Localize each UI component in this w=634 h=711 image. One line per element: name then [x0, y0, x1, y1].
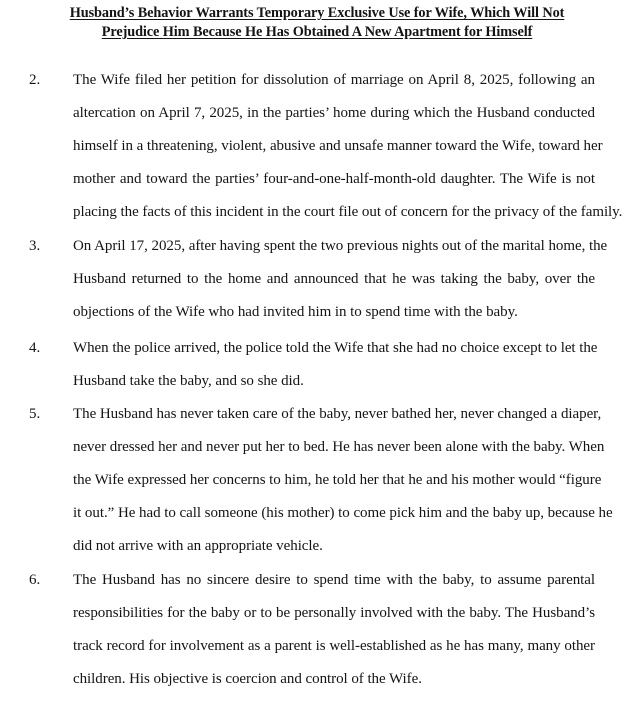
paragraph-line: On April 17, 2025, after having spent the two previous nights out of the marital home, the [73, 238, 608, 254]
paragraph-line: mother and toward the parties’ four-and-one-half-month-old daughter. The Wife is not [73, 171, 595, 187]
paragraph-line: When the police arrived, the police told the Wife that she had no choice except to let the [73, 340, 598, 356]
paragraph-line: the Wife expressed her concerns to him, he told her that he and his mother would “figure [73, 472, 602, 488]
paragraph-text [73, 64, 623, 229]
section-heading [20, 4, 614, 42]
paragraph-line: never dressed her and never put her to bed. He has never been alone with the baby. When [73, 439, 605, 455]
section-heading-line-1: Husband’s Behavior Warrants Temporary Exclusive Use for Wife, Which Will Not [69, 5, 565, 21]
paragraph-number: 5. [29, 406, 41, 422]
paragraph-line: responsibilities for the baby or to be personally involved with the baby. The Husband’s [73, 605, 595, 621]
paragraph-line: objections of the Wife who had invited him in to spend time with the baby. [73, 304, 518, 320]
paragraph-text [73, 564, 595, 696]
paragraph-line: The Wife filed her petition for dissolution of marriage on April 8, 2025, following an [73, 72, 595, 88]
section-heading-line-2: Prejudice Him Because He Has Obtained A New Apartment for Himself [101, 24, 533, 40]
paragraph-line: it out.” He had to call someone (his mother) to come pick him and the baby up, because he [73, 505, 613, 521]
paragraph-line: Husband take the baby, and so she did. [73, 373, 304, 389]
paragraph-line: did not arrive with an appropriate vehicle. [73, 538, 323, 554]
paragraph-number: 2. [29, 72, 41, 88]
paragraph-line: The Husband has no sincere desire to spend time with the baby, to assume parental [73, 572, 595, 588]
paragraph-number: 6. [29, 572, 41, 588]
paragraph-text [73, 230, 608, 329]
paragraph-line: Husband returned to the home and announced that he was taking the baby, over the [73, 271, 595, 287]
paragraph-line: track record for involvement as a parent is well-established as he has many, many other [73, 638, 595, 654]
paragraph-line: altercation on April 7, 2025, in the parties’ home during which the Husband conducted [73, 105, 595, 121]
paragraph-number: 4. [29, 340, 41, 356]
paragraph-line: children. His objective is coercion and control of the Wife. [73, 671, 422, 687]
paragraph-line: placing the facts of this incident in the court file out of concern for the privacy of the family. [73, 204, 623, 220]
paragraph-text [73, 332, 598, 398]
paragraph-line: The Husband has never taken care of the baby, never bathed her, never changed a diaper, [73, 406, 602, 422]
paragraph-text [73, 398, 613, 563]
paragraph-number: 3. [29, 238, 41, 254]
paragraph-line: himself in a threatening, violent, abusive and unsafe manner toward the Wife, toward her [73, 138, 603, 154]
